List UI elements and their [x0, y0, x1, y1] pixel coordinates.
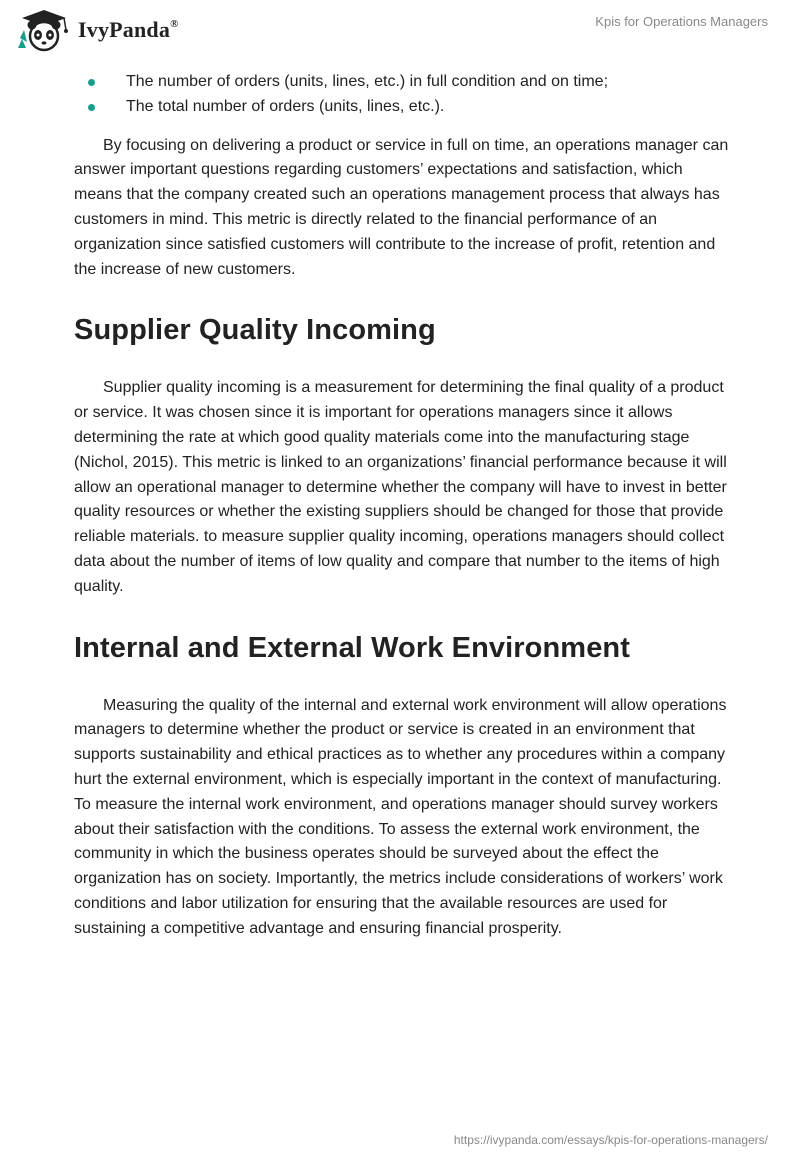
section-heading-work-environment: Internal and External Work Environment — [74, 631, 630, 664]
registered-mark: ® — [170, 17, 179, 30]
essay-body — [74, 70, 730, 942]
page-header — [0, 0, 800, 60]
bullet-item — [74, 95, 730, 120]
bullet-dot-icon — [88, 79, 95, 86]
bullet-text: The total number of orders (units, lines, etc.). — [126, 97, 445, 115]
section-paragraph-work-environment: Measuring the quality of the internal and external work environment will allow operations managers to determine whether the product or service is created in an environment that supports sustainability and ethical practices as to whether any procedures within a company hurt the external environment, which is especially important in the context of manufacturing. To measure the internal work environment, and operations manager should survey workers about their satisfaction with the conditions. To assess the external work environment, the community in which the business operates should be surveyed about the effect the organization has on society. Importantly, the metrics include considerations of workers’ work conditions and labor utilization for ensuring that the available resources are used for sustaining a competitive advantage and ensuring financial prosperity. — [74, 696, 727, 937]
document-title: Kpis for Operations Managers — [595, 14, 768, 29]
panda-graduate-icon — [16, 8, 74, 54]
section-paragraph-supplier-quality: Supplier quality incoming is a measurement for determining the final quality of a product or service. It was chosen since it is important for operations managers since it allows determining the rate at which good quality materials come into the manufacturing stage (Nichol, 2015). This metric is linked to an organizations’ financial performance because it will allow an operational manager to determine whether the company will have to invest in better quality resources or whether the existing suppliers should be changed for those that provide reliable materials. to measure supplier quality incoming, operations managers should collect data about the number of items of low quality and compare that number to the items of high quality. — [74, 379, 727, 595]
intro-paragraph: By focusing on delivering a product or service in full on time, an operations manager can answer important questions regarding customers’ expectations and satisfaction, which means that the company created such an operations management process that always has customers in mind. This metric is directly related to the financial performance of an organization since satisfied customers will contribute to the increase of profit, retention and the increase of new customers. — [74, 136, 729, 278]
bullet-list — [74, 70, 730, 120]
ivypanda-logo[interactable] — [16, 8, 179, 54]
section-heading-supplier-quality: Supplier Quality Incoming — [74, 314, 436, 347]
bullet-text: The number of orders (units, lines, etc.) in full condition and on time; — [126, 73, 609, 90]
bullet-item — [74, 70, 730, 95]
brand-name: IvyPanda® — [78, 17, 179, 42]
bullet-dot-icon — [88, 104, 95, 111]
source-url-link[interactable]: https://ivypanda.com/essays/kpis-for-operations-managers/ — [453, 1133, 768, 1147]
